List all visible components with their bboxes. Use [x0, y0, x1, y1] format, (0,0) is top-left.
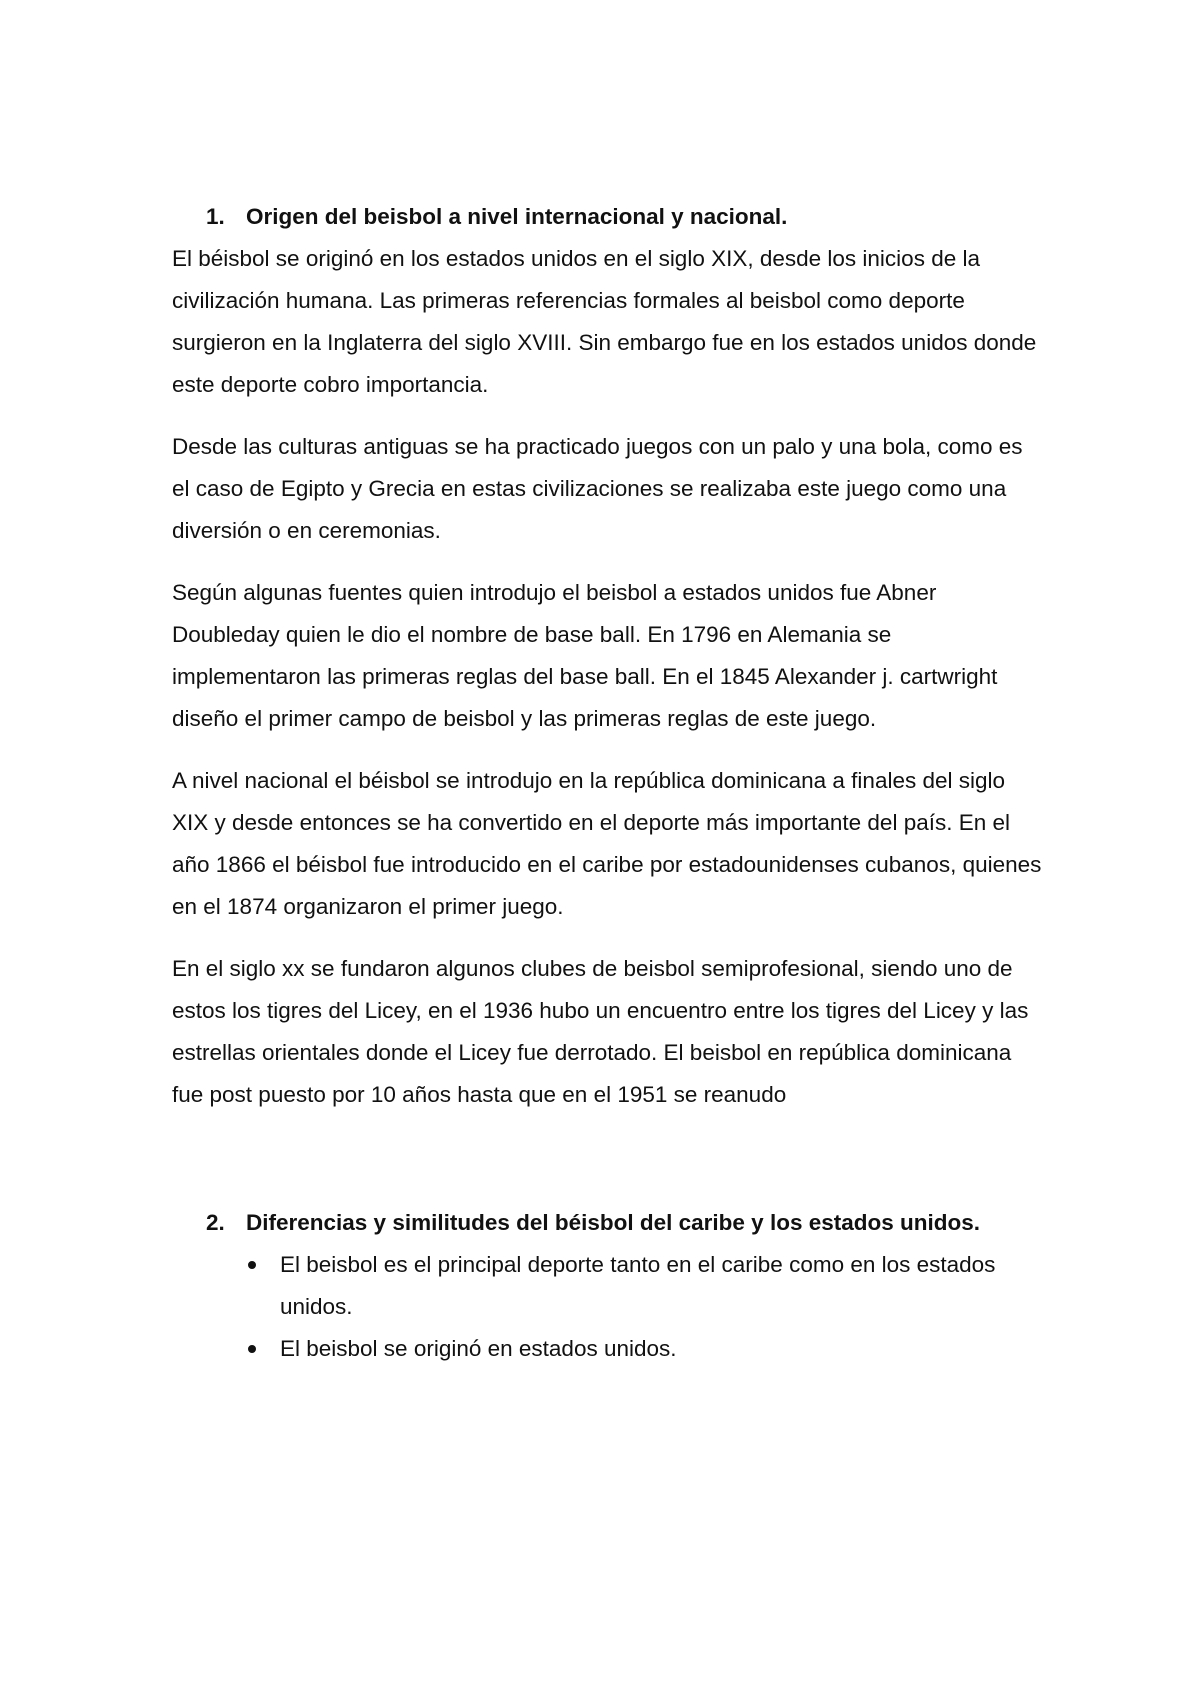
section-2-heading	[172, 1202, 1042, 1244]
section-spacer	[172, 1136, 1042, 1202]
list-item	[172, 1244, 1042, 1328]
list-item-text: El beisbol se originó en estados unidos.	[280, 1336, 677, 1361]
section-1-title: Origen del beisbol a nivel internacional y nacional.	[246, 204, 788, 229]
section-1-number: 1.	[206, 204, 225, 229]
section-2-title: Diferencias y similitudes del béisbol del caribe y los estados unidos.	[246, 1210, 980, 1235]
paragraph-origin: El béisbol se originó en los estados unidos en el siglo XIX, desde los inicios de la civilización humana. Las primeras referencias formales al beisbol como deporte surgieron en la Inglaterra del siglo XVIII. Sin embargo fue en los estados unidos donde este deporte cobro importancia.	[172, 246, 1037, 397]
bullet-icon	[172, 1244, 280, 1328]
list-item-text: El beisbol es el principal deporte tanto en el caribe como en los estados unidos.	[280, 1252, 996, 1319]
paragraph-ancient-cultures: Desde las culturas antiguas se ha practicado juegos con un palo y una bola, como es el caso de Egipto y Grecia en estas civilizaciones se realizaba este juego como una diversión o en ceremonias.	[172, 434, 1023, 543]
bullet-list	[172, 1244, 1042, 1370]
section-2-number: 2.	[206, 1210, 225, 1235]
list-item	[172, 1328, 1042, 1370]
bullet-icon	[172, 1328, 280, 1370]
section-1-heading	[172, 196, 1042, 238]
paragraph-doubleday: Según algunas fuentes quien introdujo el beisbol a estados unidos fue Abner Doubleday quien le dio el nombre de base ball. En 1796 en Alemania se implementaron las primeras reglas del base ball. En el 1845 Alexander j. cartwright diseño el primer campo de beisbol y las primeras reglas de este juego.	[172, 580, 998, 731]
paragraph-national: A nivel nacional el béisbol se introdujo en la república dominicana a finales del siglo XIX y desde entonces se ha convertido en el deporte más importante del país. En el año 1866 el béisbol fue introducido en el caribe por estadounidenses cubanos, quienes en el 1874 organizaron el primer juego.	[172, 768, 1042, 919]
document-content	[172, 196, 1042, 1370]
paragraph-twentieth-century: En el siglo xx se fundaron algunos clubes de beisbol semiprofesional, siendo uno de estos los tigres del Licey, en el 1936 hubo un encuentro entre los tigres del Licey y las estrellas orientales donde el Licey fue derrotado. El beisbol en república dominicana fue post puesto por 10 años hasta que en el 1951 se reanudo	[172, 956, 1029, 1107]
